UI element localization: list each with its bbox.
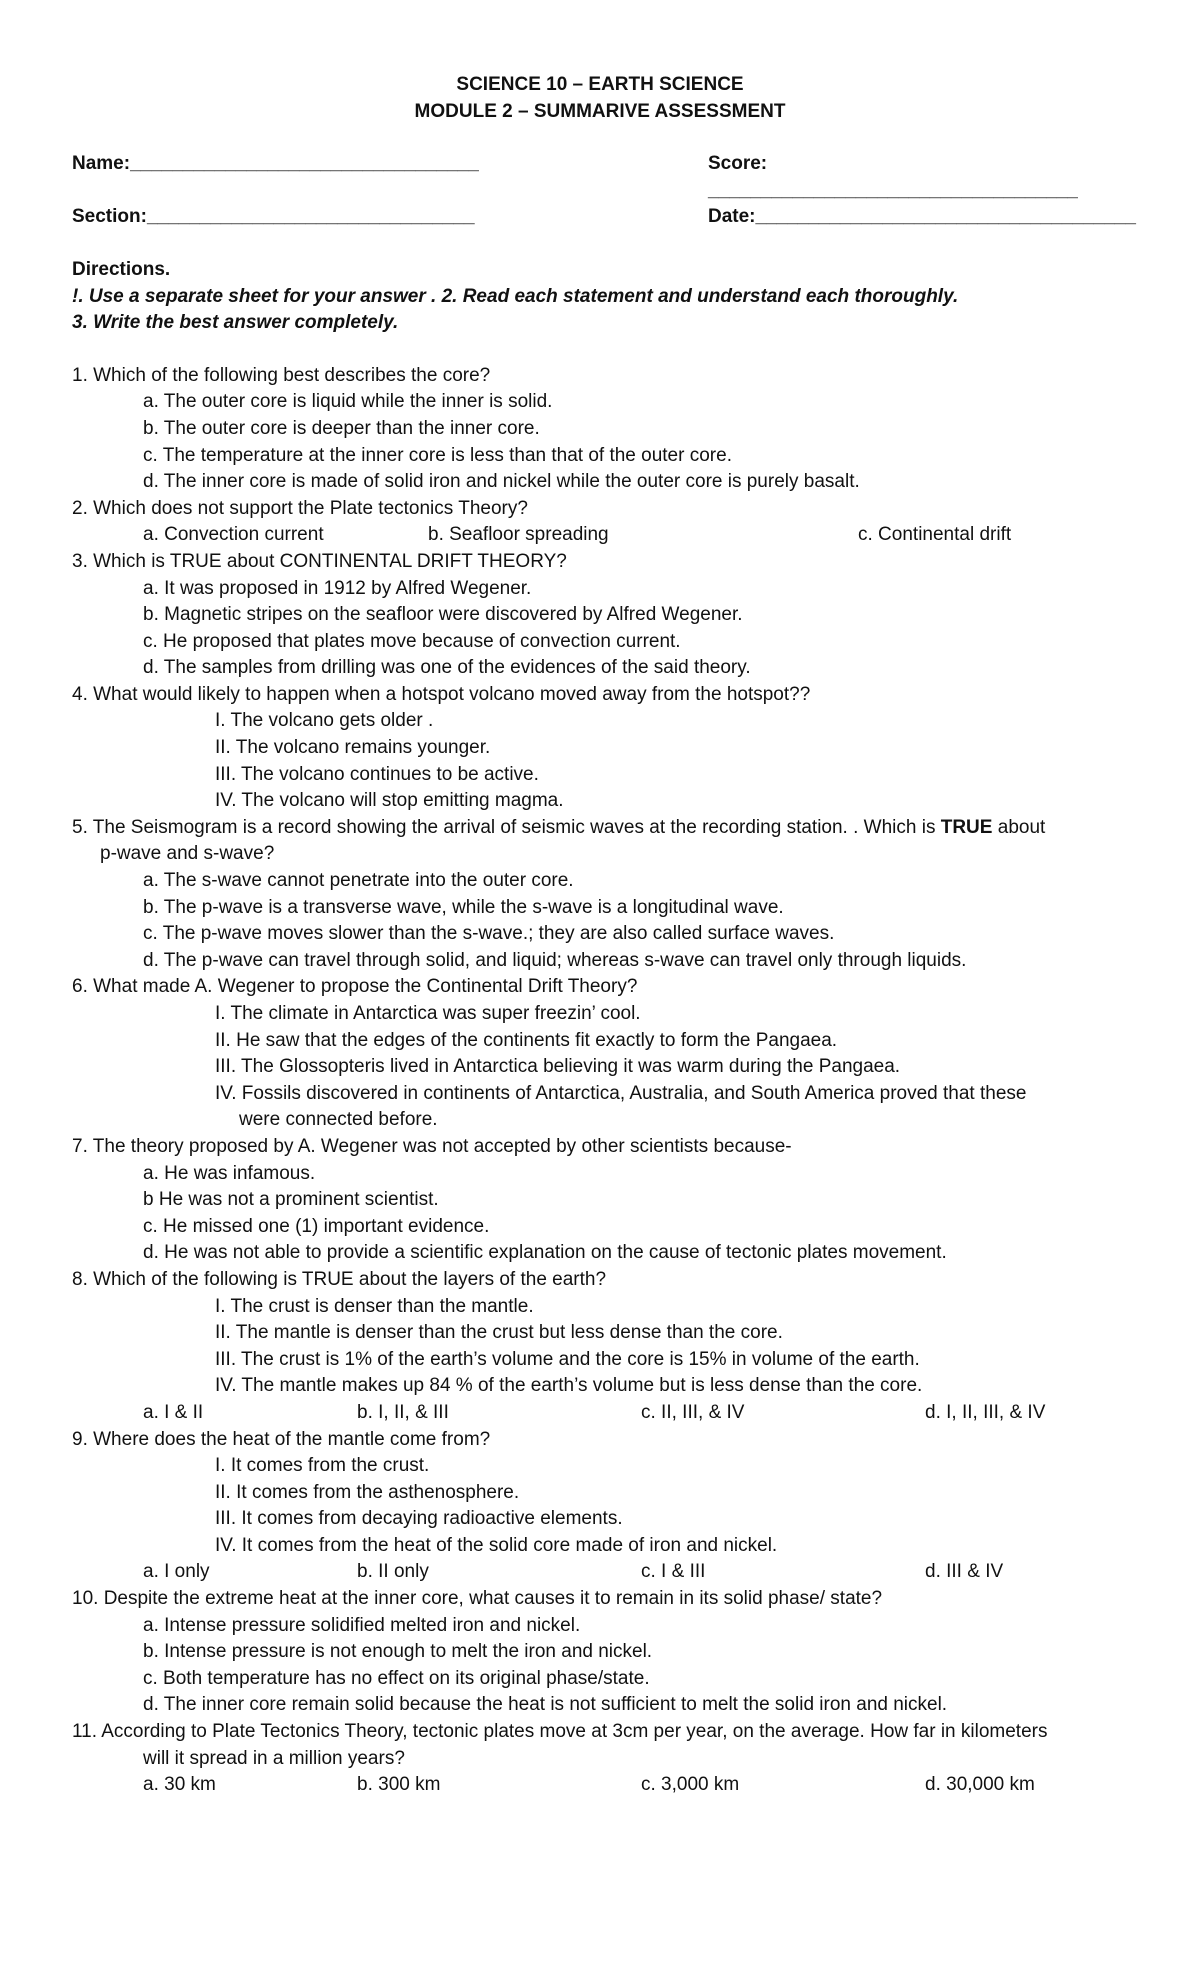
question-5-choice-d: d. The p-wave can travel through solid, and liquid; whereas s-wave can travel only through liquids.	[143, 949, 967, 971]
question-9-choices	[72, 1559, 1128, 1586]
question-9-item-ii: II. It comes from the asthenosphere.	[215, 1481, 520, 1503]
question-6-item-iv-continued: were connected before.	[239, 1109, 438, 1131]
question-7-choice-c: c. He missed one (1) important evidence.	[143, 1215, 490, 1237]
document-subtitle: MODULE 2 – SUMMARIVE ASSESSMENT	[414, 100, 786, 122]
question-7-choice-d: d. He was not able to provide a scientific explanation on the cause of tectonic plates movement.	[143, 1242, 947, 1264]
question-10-choice-c: c. Both temperature has no effect on its original phase/state.	[143, 1667, 650, 1689]
question-1-choice-d: d. The inner core is made of solid iron and nickel while the outer core is purely basalt.	[143, 471, 860, 493]
question-9-choice-a: a. I only	[143, 1561, 210, 1583]
question-4-item-i: I. The volcano gets older .	[215, 710, 434, 732]
directions-line-1: !. Use a separate sheet for your answer . 2. Read each statement and understand each thoroughly.	[72, 285, 959, 307]
date-field: Date:____________________________________	[708, 206, 1136, 228]
question-8-stem: 8. Which of the following is TRUE about the layers of the earth?	[72, 1268, 607, 1290]
question-4-stem: 4. What would likely to happen when a hotspot volcano moved away from the hotspot??	[72, 683, 811, 705]
spacer	[72, 337, 1128, 363]
question-5-stem-end: about	[992, 816, 1046, 838]
question-6-stem: 6. What made A. Wegener to propose the Continental Drift Theory?	[72, 976, 638, 998]
question-9-choice-d: d. III & IV	[925, 1561, 1004, 1583]
question-8-item-i: I. The crust is denser than the mantle.	[215, 1295, 534, 1317]
question-6-item-ii: II. He saw that the edges of the continents fit exactly to form the Pangaea.	[215, 1029, 838, 1051]
question-6-item-i: I. The climate in Antarctica was super freezin’ cool.	[215, 1003, 641, 1024]
question-9-choice-c: c. I & III	[641, 1561, 706, 1583]
question-5-stem-text: 5. The Seismogram is a record showing the arrival of seismic waves at the recording station. . Which is	[72, 816, 941, 838]
question-2-choice-a: a. Convection current	[143, 524, 324, 546]
question-3-choice-c: c. He proposed that plates move because of convection current.	[143, 630, 681, 652]
question-8-choice-c: c. II, III, & IV	[641, 1401, 745, 1423]
question-9-stem: 9. Where does the heat of the mantle come from?	[72, 1428, 491, 1450]
question-3-choice-a: a. It was proposed in 1912 by Alfred Wegener.	[143, 577, 532, 599]
question-4-item-ii: II. The volcano remains younger.	[215, 737, 491, 759]
question-8-item-iii: III. The crust is 1% of the earth’s volume and the core is 15% in volume of the earth.	[215, 1348, 920, 1370]
question-7-choice-a: a. He was infamous.	[143, 1162, 316, 1184]
question-3-choice-b: b. Magnetic stripes on the seafloor were discovered by Alfred Wegener.	[143, 604, 743, 626]
question-2-choice-b: b. Seafloor spreading	[428, 524, 609, 546]
question-6-item-iii: III. The Glossopteris lived in Antarctica believing it was warm during the Pangaea.	[215, 1056, 901, 1078]
section-field: Section:_______________________________	[72, 206, 475, 228]
question-6-item-iv: IV. Fossils discovered in continents of Antarctica, Australia, and South America proved that these	[215, 1082, 1027, 1104]
question-11-choices	[72, 1772, 1128, 1799]
document-title: SCIENCE 10 – EARTH SCIENCE	[456, 74, 744, 95]
question-8-item-iv: IV. The mantle makes up 84 % of the earth’s volume but is less dense than the core.	[215, 1375, 923, 1397]
question-2-stem: 2. Which does not support the Plate tectonics Theory?	[72, 497, 528, 519]
question-11-stem: 11. According to Plate Tectonics Theory, tectonic plates move at 3cm per year, on the average. How far in kilometers	[72, 1721, 1048, 1743]
directions-heading: Directions.	[72, 258, 171, 280]
question-8-item-ii: II. The mantle is denser than the crust but less dense than the core.	[215, 1322, 783, 1344]
question-8-choice-a: a. I & II	[143, 1401, 204, 1423]
question-9-item-iv: IV. It comes from the heat of the solid core made of iron and nickel.	[215, 1534, 778, 1556]
question-2-choices	[72, 522, 1128, 549]
spacer	[72, 125, 1128, 151]
question-9-item-i: I. It comes from the crust.	[215, 1455, 430, 1477]
question-11-choice-a: a. 30 km	[143, 1774, 216, 1796]
question-5-choice-a: a. The s-wave cannot penetrate into the outer core.	[143, 870, 574, 892]
question-11-choice-c: c. 3,000 km	[641, 1774, 740, 1796]
question-11-choice-b: b. 300 km	[357, 1774, 441, 1796]
question-9-choice-b: b. II only	[357, 1561, 429, 1583]
question-10-choice-a: a. Intense pressure solidified melted iron and nickel.	[143, 1614, 581, 1636]
question-10-stem: 10. Despite the extreme heat at the inner core, what causes it to remain in its solid phase/ state?	[72, 1588, 883, 1610]
question-9-item-iii: III. It comes from decaying radioactive elements.	[215, 1508, 623, 1530]
question-5-stem-emphasis: TRUE	[940, 816, 993, 838]
question-8-choices	[72, 1400, 1128, 1427]
question-7-stem: 7. The theory proposed by A. Wegener was not accepted by other scientists because-	[72, 1135, 792, 1157]
question-11-stem-continued: will it spread in a million years?	[143, 1747, 405, 1769]
question-10-choice-b: b. Intense pressure is not enough to melt the iron and nickel.	[143, 1641, 653, 1663]
question-8-choice-d: d. I, II, III, & IV	[925, 1401, 1046, 1423]
question-5-stem	[72, 815, 1128, 842]
question-4-item-iii: III. The volcano continues to be active.	[215, 763, 539, 785]
spacer	[72, 231, 1128, 257]
question-5-stem-continued: p-wave and s-wave?	[100, 843, 275, 865]
question-1-choice-b: b. The outer core is deeper than the inner core.	[143, 417, 540, 439]
name-field: Name:_________________________________	[72, 153, 479, 175]
directions-line-2: 3. Write the best answer completely.	[72, 312, 399, 334]
question-1-choice-c: c. The temperature at the inner core is less than that of the outer core.	[143, 444, 732, 466]
question-5-choice-c: c. The p-wave moves slower than the s-wave.; they are also called surface waves.	[143, 923, 835, 945]
question-2-choice-c: c. Continental drift	[858, 524, 1012, 546]
question-1-choice-a: a. The outer core is liquid while the inner is solid.	[143, 391, 553, 413]
question-5-choice-b: b. The p-wave is a transverse wave, while the s-wave is a longitudinal wave.	[143, 896, 784, 918]
question-3-stem: 3. Which is TRUE about CONTINENTAL DRIFT THEORY?	[72, 550, 567, 572]
question-4-item-iv: IV. The volcano will stop emitting magma.	[215, 790, 564, 812]
question-10-choice-d: d. The inner core remain solid because the heat is not sufficient to melt the solid iron and nickel.	[143, 1694, 948, 1716]
question-11-choice-d: d. 30,000 km	[925, 1774, 1035, 1796]
question-8-choice-b: b. I, II, & III	[357, 1401, 449, 1423]
question-1-stem: 1. Which of the following best describes the core?	[72, 364, 491, 386]
question-3-choice-d: d. The samples from drilling was one of the evidences of the said theory.	[143, 657, 751, 679]
header-row-2	[72, 204, 1136, 231]
header-row-1	[72, 151, 1128, 204]
question-7-choice-b: b He was not a prominent scientist.	[143, 1189, 439, 1211]
score-field: Score: ___________________________________	[708, 153, 1078, 201]
